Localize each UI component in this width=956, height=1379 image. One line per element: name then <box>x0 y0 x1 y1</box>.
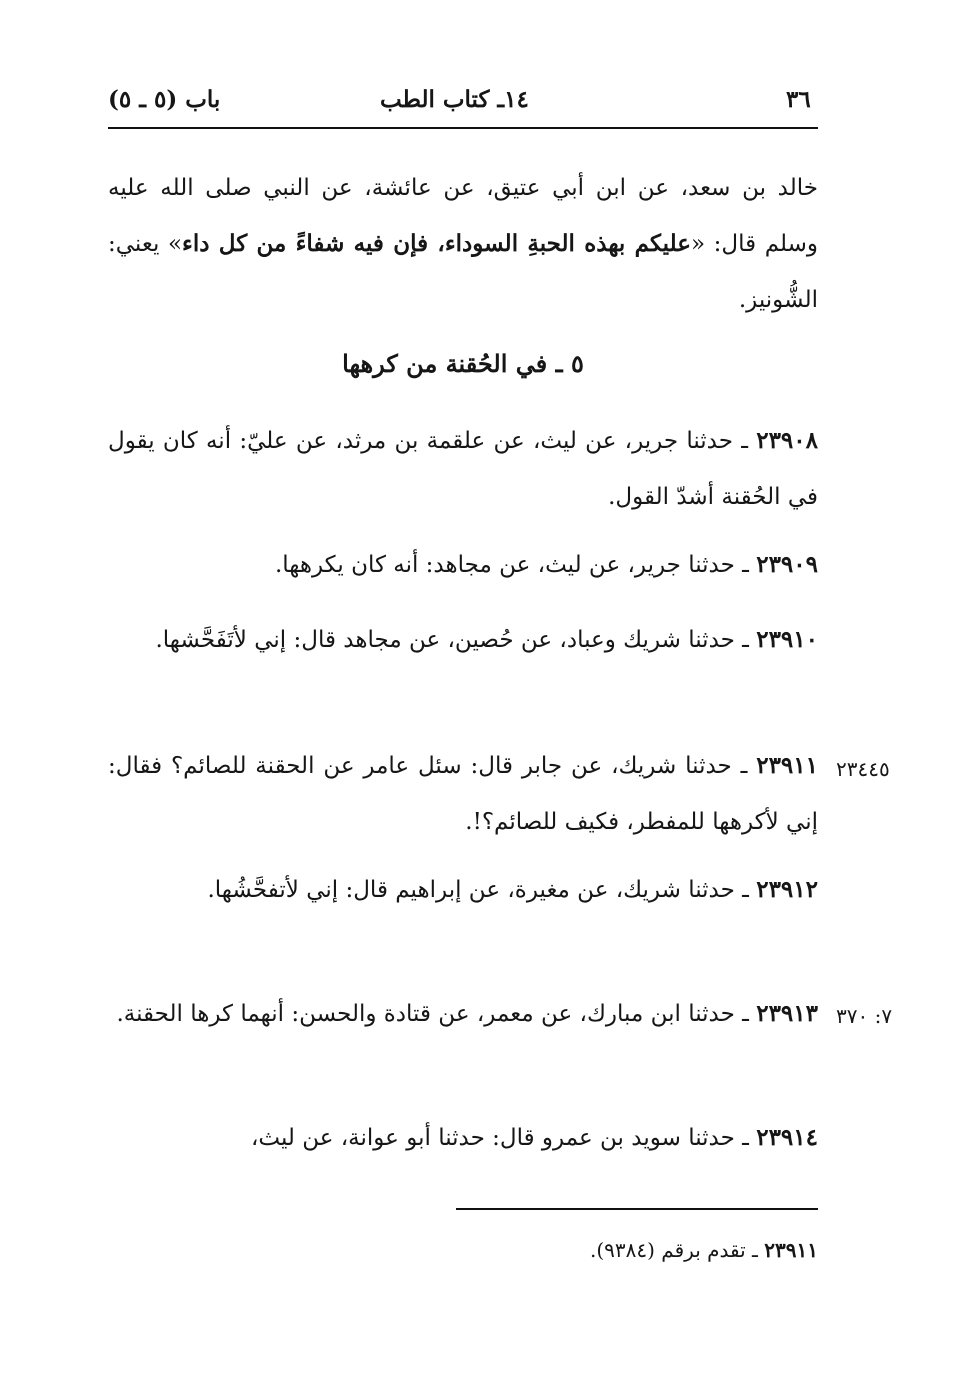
section-title: ٥ ـ في الحُقنة من كرهها <box>342 349 584 378</box>
hadith-number: ٢٣٩١٤ <box>756 1124 818 1151</box>
footnote-divider <box>456 1208 818 1210</box>
intro-paragraph <box>108 160 818 328</box>
hadith-23913 <box>108 986 818 1042</box>
header-divider <box>108 127 818 129</box>
margin-cross-reference: ٢٣٤٤٥ <box>836 757 890 781</box>
hadith-text: ـ حدثنا شريك، عن مغيرة، عن إبراهيم قال: إني لأتفحَّشُها. <box>207 877 757 903</box>
intro-tail: » يعني: الشُّونيز. <box>108 231 818 313</box>
hadith-text: ـ حدثنا شريك وعباد، عن حُصين، عن مجاهد قال: إني لأتَفَحَّشها. <box>155 627 757 653</box>
hadith-number: ٢٣٩١٢ <box>756 876 818 903</box>
footnote-number: ٢٣٩١١ <box>764 1238 818 1262</box>
hadith-23910 <box>108 612 818 668</box>
footnote-text: ـ تقدم برقم (٩٣٨٤). <box>590 1238 765 1262</box>
margin-volume-reference: ٧: ٣٧٠ <box>836 1004 893 1028</box>
hadith-number: ٢٣٩٠٨ <box>756 427 818 454</box>
hadith-text: ـ حدثنا جرير، عن ليث، عن علقمة بن مرثد، عن عليّ: أنه كان يقول في الحُقنة أشدّ القول. <box>108 428 818 510</box>
hadith-23912 <box>108 862 818 918</box>
hadith-text: ـ حدثنا سويد بن عمرو قال: حدثنا أبو عوانة، عن ليث، <box>250 1125 757 1151</box>
chapter-reference: باب (٥ ـ ٥) <box>108 86 221 113</box>
hadith-text: ـ حدثنا ابن مبارك، عن معمر، عن قتادة والحسن: أنهما كرها الحقنة. <box>116 1001 757 1027</box>
hadith-number: ٢٣٩١١ <box>756 752 818 779</box>
hadith-number: ٢٣٩١٣ <box>756 1000 818 1027</box>
page-number: ٣٦ <box>786 86 811 113</box>
footnote <box>456 1233 818 1267</box>
hadith-number: ٢٣٩١٠ <box>756 626 818 653</box>
intro-lead: خالد بن سعد، عن ابن أبي عتيق، عن عائشة، عن النبي صلى الله عليه وسلم قال: « <box>108 175 818 257</box>
book-title: ١٤ـ كتاب الطب <box>380 86 529 113</box>
hadith-23908 <box>108 413 818 525</box>
hadith-23911 <box>108 738 818 850</box>
intro-hadith-quote: عليكم بهذه الحبةِ السوداء، فإن فيه شفاءً من كل داء <box>182 230 691 257</box>
hadith-text: ـ حدثنا شريك، عن جابر قال: سئل عامر عن الحقنة للصائم؟ فقال: إني لأكرهها للمفطر، فكيف للصائم؟!. <box>108 753 818 835</box>
hadith-number: ٢٣٩٠٩ <box>756 551 818 578</box>
hadith-text: ـ حدثنا جرير، عن ليث، عن مجاهد: أنه كان يكرهها. <box>274 552 757 578</box>
hadith-23909 <box>108 537 818 593</box>
hadith-23914 <box>108 1110 818 1166</box>
